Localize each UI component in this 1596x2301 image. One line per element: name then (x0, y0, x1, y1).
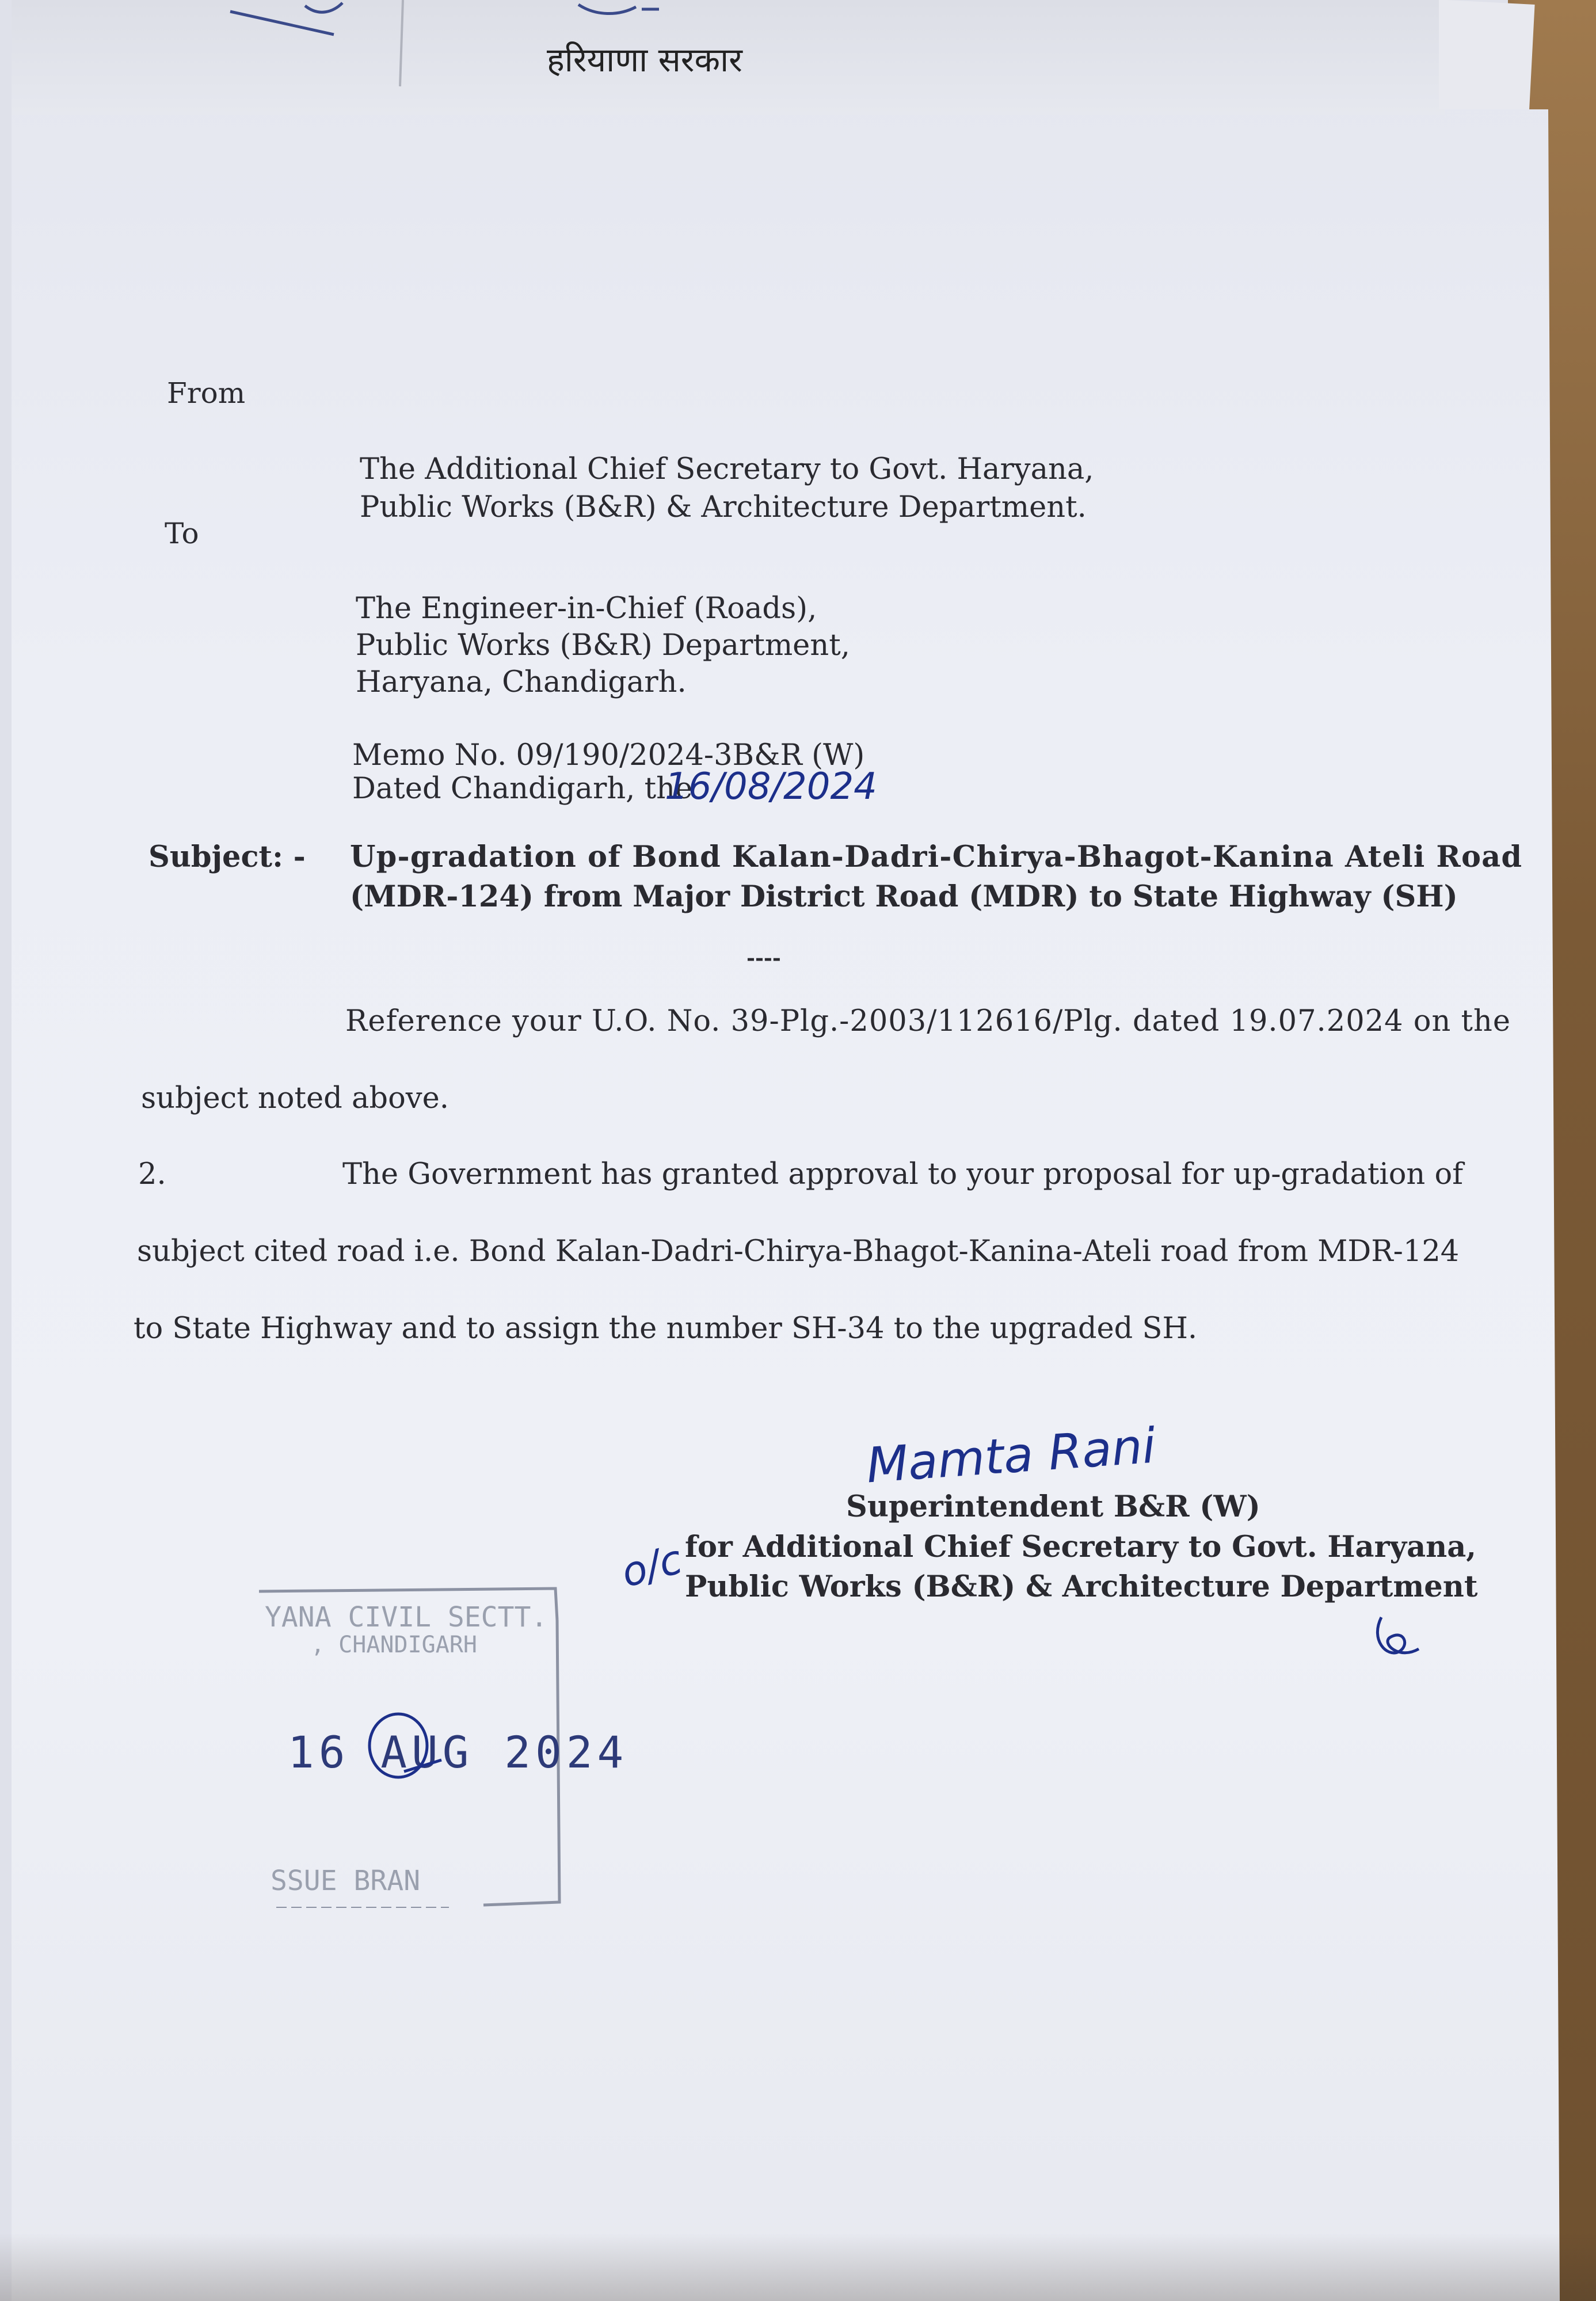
government-header-hindi: हरियाणा सरकार (547, 40, 742, 79)
signatory-line-1: for Additional Chief Secretary to Govt. Haryana, (685, 1530, 1477, 1564)
approval-line-1: The Government has granted approval to your proposal for up-gradation of (342, 1157, 1464, 1191)
page-number-scribble (573, 0, 665, 23)
bottom-shadow (0, 2233, 1596, 2301)
from-label: From (167, 376, 246, 410)
sender-line-2: Public Works (B&R) & Architecture Department. (360, 490, 1087, 524)
sender-line-1: The Additional Chief Secretary to Govt. Haryana, (360, 452, 1094, 486)
reference-line-2: subject noted above. (141, 1081, 449, 1115)
to-label: To (165, 517, 199, 550)
initial-scribble (1364, 1606, 1427, 1669)
letter-page (12, 0, 1560, 2301)
separator: ---- (746, 946, 781, 970)
signatory-title: Superintendent B&R (W) (846, 1489, 1260, 1524)
stamp-line-1: YANA CIVIL SECTT. (265, 1601, 548, 1633)
subject-line-2: (MDR-124) from Major District Road (MDR) to State Highway (SH) (350, 879, 1458, 914)
subject-label: Subject: - (148, 840, 306, 874)
stamp-date-circle (364, 1708, 444, 1783)
subject-line-1: Up-gradation of Bond Kalan-Dadri-Chirya-Bhagot-Kanina Ateli Road (350, 840, 1523, 874)
approval-line-2: subject cited road i.e. Bond Kalan-Dadri-Chirya-Bhagot-Kanina-Ateli road from MDR-124 (137, 1235, 1460, 1268)
reference-line-1: Reference your U.O. No. 39-Plg.-2003/112616/Plg. dated 19.07.2024 on the (345, 1004, 1511, 1038)
stamp-bottom: SSUE BRAN (271, 1865, 421, 1897)
memo-dated-prefix: Dated Chandigarh, the (352, 772, 693, 806)
top-scribble-mark (219, 0, 368, 52)
signature-handwritten: Mamta Rani (864, 1417, 1158, 1494)
paragraph-2-number: 2. (138, 1157, 166, 1191)
recipient-line-1: The Engineer-in-Chief (Roads), (356, 592, 817, 626)
stamp-date: 16 AUG 2024 (288, 1727, 629, 1778)
oc-mark: o/c (616, 1535, 687, 1597)
signatory-line-2: Public Works (B&R) & Architecture Department (685, 1569, 1478, 1604)
stamp-line-2: , CHANDIGARH (311, 1632, 477, 1658)
handwritten-date: 16/08/2024 (665, 765, 877, 808)
fold-line (397, 0, 409, 92)
recipient-line-3: Haryana, Chandigarh. (356, 665, 687, 699)
approval-line-3: to State Highway and to assign the number SH-34 to the upgraded SH. (134, 1312, 1198, 1346)
memo-number: Memo No. 09/190/2024-3B&R (W) (352, 738, 865, 772)
recipient-line-2: Public Works (B&R) Department, (356, 628, 850, 662)
